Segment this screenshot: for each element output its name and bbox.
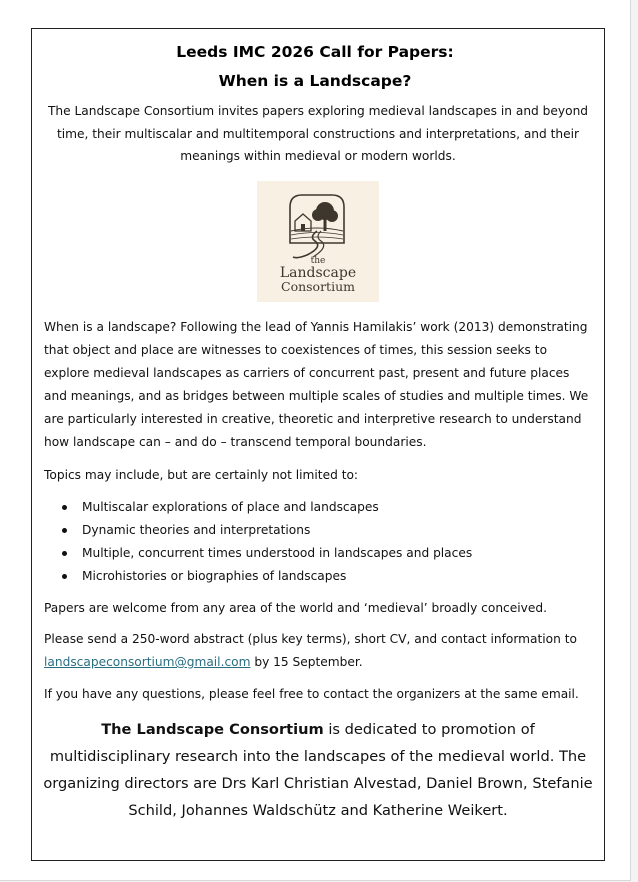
title-line-2: When is a Landscape? [218, 72, 412, 90]
intro-paragraph: The Landscape Consortium invites papers exploring medieval landscapes in and beyond time, their multiscalar and multitemporal constructions and interpretations, and their meanings within medieval or modern worlds. [47, 104, 589, 163]
topics-list [60, 496, 600, 588]
logo-line-1: Landscape [279, 265, 357, 281]
bullet-icon [62, 528, 67, 533]
topics-intro: Topics may include, but are certainly not limited to: [44, 468, 359, 482]
questions-paragraph: If you have any questions, please feel free to contact the organizers at the same email. [44, 687, 579, 701]
submission-paragraph [44, 628, 594, 674]
landscape-consortium-logo [257, 181, 379, 302]
logo-small-text: the [310, 256, 326, 266]
deadline-text: by 15 September. [250, 655, 363, 669]
description-paragraph: When is a landscape? Following the lead of Yannis Hamilakis’ work (2013) demonstrating that object and place are witnesses to coexistences of times, this session seeks to explore medieval landscapes as carriers of concurrent past, present and future places and meanings, and as bridges between multiple scales of studies and multiple times. We are particularly interested in creative, theoretic and interpretive research to understand how landscape can – and do – transcend temporal boundaries. [44, 320, 589, 449]
submission-text: Please send a 250-word abstract (plus key terms), short CV, and contact information to [44, 632, 577, 646]
closing-statement [40, 716, 596, 824]
list-item: Multiscalar explorations of place and landscapes [60, 496, 600, 519]
list-item: Dynamic theories and interpretations [60, 519, 600, 542]
logo-line-2: Consortium [281, 279, 355, 294]
list-item: Multiple, concurrent times understood in landscapes and places [60, 542, 600, 565]
email-link[interactable]: landscapeconsortium@gmail.com [44, 655, 251, 669]
list-item: Microhistories or biographies of landscapes [60, 565, 600, 588]
welcome-paragraph: Papers are welcome from any area of the world and ‘medieval’ broadly conceived. [44, 601, 547, 615]
closing-text: is dedicated to promotion of multidisciplinary research into the landscapes of the medieval world. The organizing directors are Drs Karl Christian Alvestad, Daniel Brown, Stefanie Schild, Johannes Waldschütz and Katherine Weikert. [43, 721, 593, 819]
logo-illustration-icon [257, 181, 379, 302]
bullet-icon [62, 574, 67, 579]
bullet-icon [62, 505, 67, 510]
bullet-icon [62, 551, 67, 556]
organization-name: The Landscape Consortium [101, 721, 324, 738]
title-line-1: Leeds IMC 2026 Call for Papers: [176, 43, 454, 61]
